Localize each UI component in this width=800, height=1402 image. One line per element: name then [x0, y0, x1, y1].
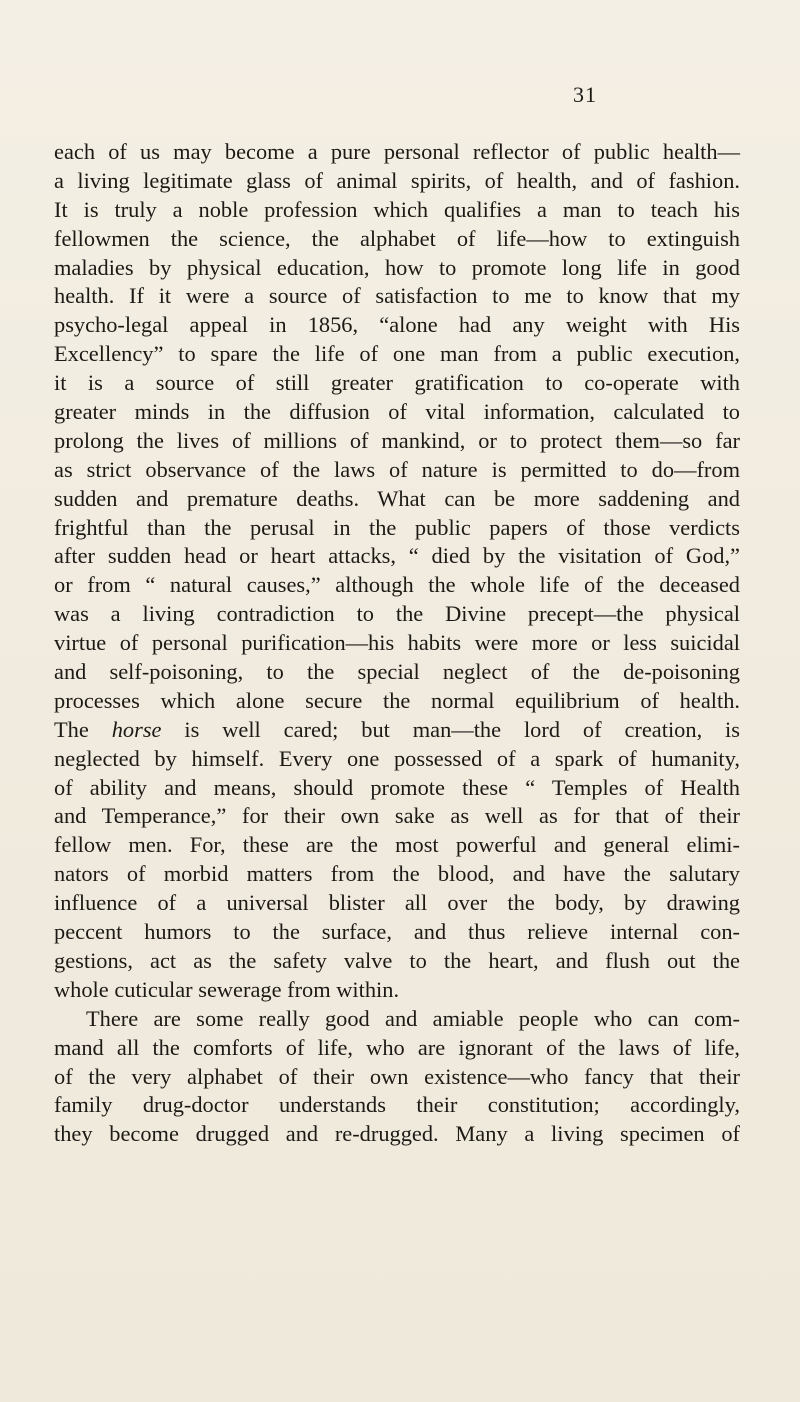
text-line: after sudden head or heart attacks, “ died by the visitation of God,” — [54, 543, 740, 569]
text-line: maladies by physical education, how to promote long life in good — [54, 254, 740, 280]
text-line: gestions, act as the safety valve to the heart, and flush out the — [54, 947, 740, 973]
text-fragment: The — [54, 716, 112, 742]
text-line: a living legitimate glass of animal spirits, of health, and of fashion. — [54, 167, 740, 193]
text-line: whole cuticular sewerage from within. — [54, 976, 400, 1002]
text-line: and self-poisoning, to the special neglect of the de-poisoning — [54, 659, 740, 685]
text-line: they become drugged and re-drugged. Many a living specimen of — [54, 1121, 740, 1147]
text-line: as strict observance of the laws of nature is permitted to do—from — [54, 456, 740, 482]
text-line: frightful than the perusal in the public papers of those verdicts — [54, 514, 740, 540]
text-line: psycho-legal appeal in 1856, “alone had any weight with His — [54, 312, 740, 338]
text-line: each of us may become a pure personal reflector of public health— — [54, 139, 740, 164]
text-line: family drug-doctor understands their constitution; accordingly, — [54, 1092, 740, 1118]
text-line: peccent humors to the surface, and thus relieve internal con- — [54, 919, 740, 945]
text-line — [54, 716, 740, 745]
text-line: virtue of personal purification—his habits were more or less suicidal — [54, 630, 740, 656]
text-line: was a living contradiction to the Divine precept—the physical — [54, 601, 740, 627]
text-fragment: is well cared; but man—the lord of creation, is — [161, 716, 740, 742]
text-line: sudden and premature deaths. What can be more saddening and — [54, 485, 740, 511]
text-line: mand all the comforts of life, who are ignorant of the laws of life, — [54, 1034, 740, 1060]
italic-word: horse — [111, 716, 162, 742]
text-line: neglected by himself. Every one possessed of a spark of humanity, — [54, 745, 740, 771]
text-line: and Temperance,” for their own sake as well as for that of their — [54, 803, 740, 829]
text-line: greater minds in the diffusion of vital information, calculated to — [54, 399, 740, 425]
text-line: prolong the lives of millions of mankind, or to protect them—so far — [54, 427, 740, 453]
text-line: It is truly a noble profession which qualifies a man to teach his — [54, 196, 740, 222]
text-line: of the very alphabet of their own existence—who fancy that their — [54, 1063, 740, 1089]
text-line: fellowmen the science, the alphabet of life—how to extinguish — [54, 225, 740, 251]
text-line: processes which alone secure the normal equilibrium of health. — [54, 687, 740, 713]
text-line: Excellency” to spare the life of one man from a public execution, — [54, 341, 740, 367]
page-number: 31 — [573, 82, 597, 107]
text-line: There are some really good and amiable people who can com- — [86, 1005, 740, 1031]
text-line: health. If it were a source of satisfaction to me to know that my — [54, 283, 740, 309]
body-text — [54, 138, 740, 1149]
text-line: fellow men. For, these are the most powerful and general elimi- — [54, 832, 740, 858]
text-line: influence of a universal blister all over the body, by drawing — [54, 890, 740, 916]
text-line: of ability and means, should promote these “ Temples of Health — [54, 774, 740, 800]
text-line: nators of morbid matters from the blood, and have the salutary — [54, 861, 740, 887]
text-line: or from “ natural causes,” although the whole life of the deceased — [54, 572, 740, 598]
text-line: it is a source of still greater gratification to co-operate with — [54, 370, 740, 396]
